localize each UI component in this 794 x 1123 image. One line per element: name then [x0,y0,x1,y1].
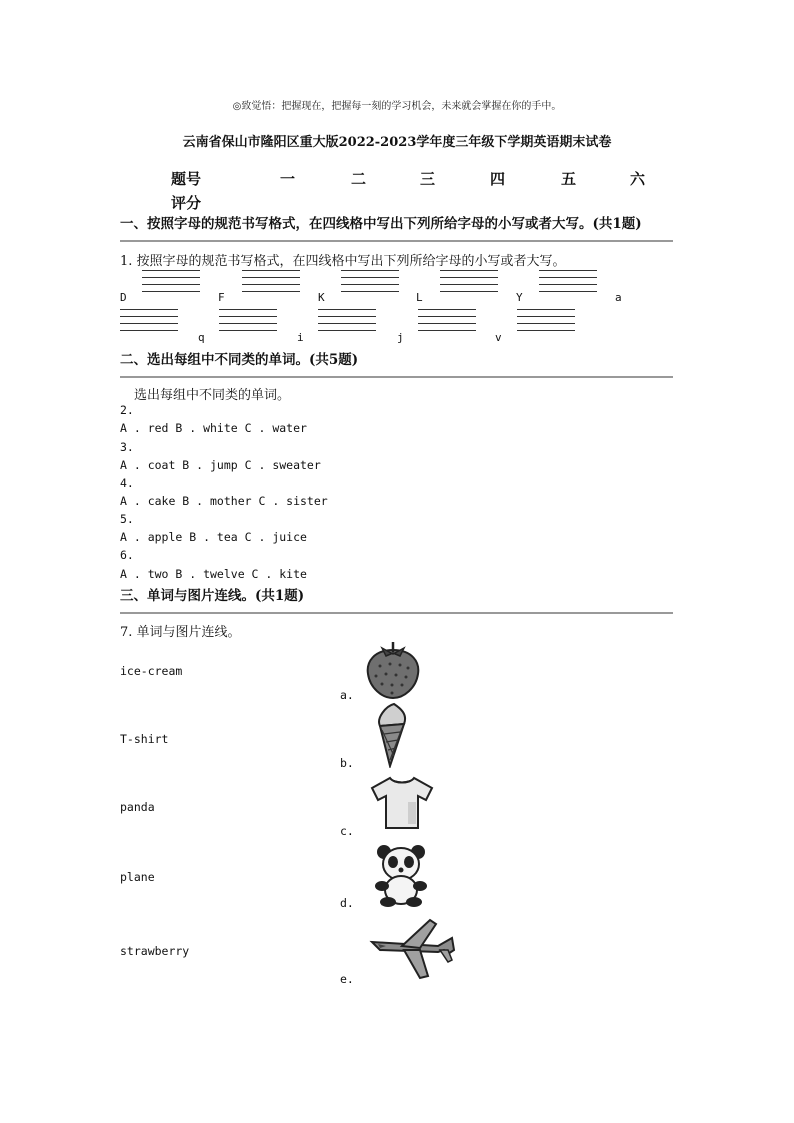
picture-label: c. [340,824,354,838]
score-column-1: 一 [280,170,296,188]
motto: ◎致觉悟：把握现在，把握每一刻的学习机会，未来就会掌握在你的手中。 [232,101,562,112]
section-1-divider [120,240,673,242]
section-3-heading: 三、单词与图片连线。(共1题) [120,588,305,604]
score-table-score-label: 评分 [171,194,202,212]
question-number: 6. [120,548,134,562]
letter-label: j [397,331,404,344]
question-7-text: 7. 单词与图片连线。 [120,625,241,640]
letter-label: D [120,291,127,304]
score-column-3: 三 [420,170,436,188]
section-2-heading: 二、选出每组中不同类的单词。(共5题) [120,352,359,368]
letter-label: v [495,331,502,344]
panda-icon[interactable] [372,842,430,908]
four-line-grid[interactable] [440,270,498,298]
match-word[interactable]: strawberry [120,944,190,958]
letter-label: i [297,331,304,344]
four-line-grid[interactable] [341,270,399,298]
letter-label: a [615,291,622,304]
plane-icon[interactable] [368,916,458,984]
strawberry-icon[interactable] [362,638,424,700]
section-2-instruction: 选出每组中不同类的单词。 [134,388,291,403]
match-word[interactable]: panda [120,800,155,814]
question-number: 2. [120,403,134,417]
ice-cream-icon[interactable] [372,702,412,768]
picture-label: b. [340,756,354,770]
question-options[interactable]: A . two B . twelve C . kite [120,567,307,581]
match-word[interactable]: T-shirt [120,732,169,746]
question-options[interactable]: A . apple B . tea C . juice [120,530,307,544]
question-number: 5. [120,512,134,526]
match-word[interactable]: ice-cream [120,664,183,678]
section-3-divider [120,612,673,614]
score-column-2: 二 [351,170,367,188]
score-column-6: 六 [630,170,646,188]
letter-label: Y [516,291,523,304]
picture-label: e. [340,972,354,986]
question-1-text: 1. 按照字母的规范书写格式，在四线格中写出下列所给字母的小写或者大写。 [120,254,566,269]
score-column-4: 四 [490,170,506,188]
picture-label: a. [340,688,354,702]
four-line-grid[interactable] [142,270,200,298]
four-line-grid[interactable] [517,309,575,337]
question-number: 3. [120,440,134,454]
four-line-grid[interactable] [418,309,476,337]
four-line-grid[interactable] [318,309,376,337]
four-line-grid[interactable] [539,270,597,298]
score-column-5: 五 [561,170,577,188]
letter-label: L [416,291,423,304]
match-word[interactable]: plane [120,870,155,884]
section-2-divider [120,376,673,378]
question-options[interactable]: A . coat B . jump C . sweater [120,458,321,472]
question-options[interactable]: A . cake B . mother C . sister [120,494,328,508]
question-number: 4. [120,476,134,490]
picture-label: d. [340,896,354,910]
t-shirt-icon[interactable] [368,774,436,832]
score-table-number-label: 题号 [171,170,202,188]
section-1-heading: 一、按照字母的规范书写格式，在四线格中写出下列所给字母的小写或者大写。(共1题) [120,216,642,232]
question-options[interactable]: A . red B . white C . water [120,421,307,435]
four-line-grid[interactable] [242,270,300,298]
letter-label: K [318,291,325,304]
four-line-grid[interactable] [219,309,277,337]
page-title: 云南省保山市隆阳区重大版2022-2023学年度三年级下学期英语期末试卷 [182,135,612,150]
four-line-grid[interactable] [120,309,178,337]
letter-label: q [198,331,205,344]
letter-label: F [218,291,225,304]
